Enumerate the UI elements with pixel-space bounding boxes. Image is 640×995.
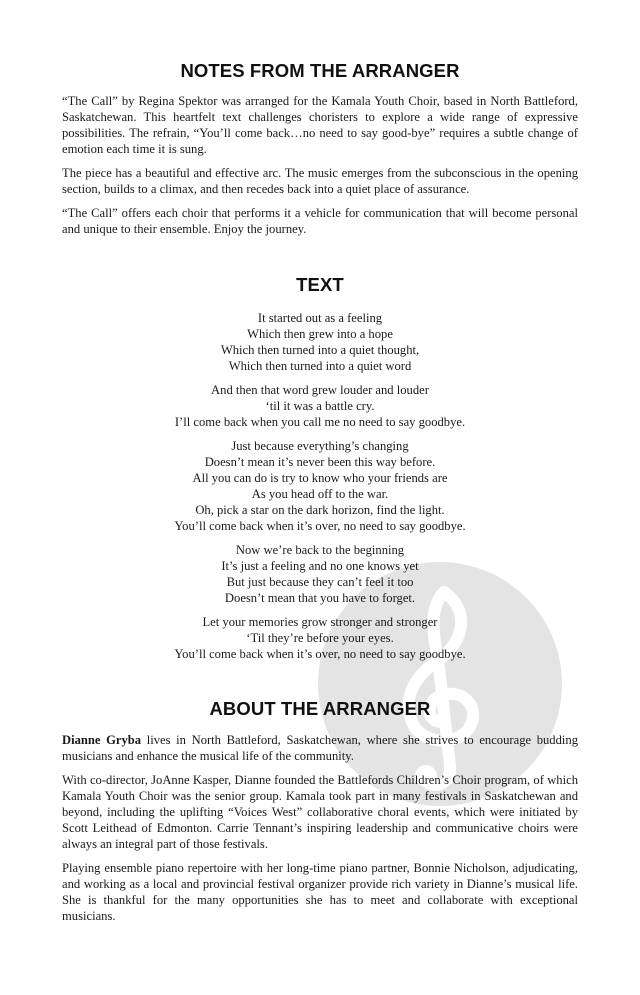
lyric-line: You’ll come back when it’s over, no need to say goodbye.: [174, 647, 466, 661]
notes-paragraph: “The Call” by Regina Spektor was arranged for the Kamala Youth Choir, based in North Battleford, Saskatchewan. This heartfelt text challenges choristers to explore a wide range of expressive possibilities. The refrain, “You’ll come back…no need to say good-bye” requires a subtle change of emotion each time it is sung.: [62, 94, 578, 156]
lyric-line: It started out as a feeling: [257, 311, 383, 325]
notes-paragraph: “The Call” offers each choir that performs it a vehicle for communication that will become personal and unique to their ensemble. Enjoy the journey.: [62, 206, 578, 236]
lyric-line: I’ll come back when you call me no need to say goodbye.: [174, 415, 466, 429]
notes-title: NOTES FROM THE ARRANGER: [180, 60, 460, 81]
text-title: TEXT: [296, 274, 344, 295]
lyric-stanza: [62, 438, 578, 534]
lyric-line: You’ll come back when it’s over, no need to say goodbye.: [174, 519, 466, 533]
lyric-line: But just because they can’t feel it too: [226, 575, 414, 589]
lyric-line: Doesn’t mean that you have to forget.: [224, 591, 416, 605]
lyric-line: Now we’re back to the beginning: [235, 543, 405, 557]
lyric-line: Just because everything’s changing: [231, 439, 409, 453]
lyric-line: It’s just a feeling and no one knows yet: [221, 559, 419, 573]
about-paragraph: With co-director, JoAnne Kasper, Dianne founded the Battlefords Children’s Choir program, of which Kamala Youth Choir was the senior group. Kamala took part in many festivals in Saskatchewan and beyond, including the uplifting “Voices West” collaborative choral events, which were initiated by Scott Leithead of Edmonton. Carrie Tennant’s inspiring leadership and communicative choirs were always an integral part of those festivals.: [62, 773, 578, 851]
lyric-line: All you can do is try to know who your friends are: [192, 471, 448, 485]
lyric-line: ‘Til they’re before your eyes.: [246, 631, 394, 645]
about-title: ABOUT THE ARRANGER: [209, 698, 431, 719]
lyric-line: As you head off to the war.: [251, 487, 389, 501]
about-paragraph: Playing ensemble piano repertoire with her long-time piano partner, Bonnie Nicholson, adjudicating, and working as a local and provincial festival organizer provide rich variety in Dianne’s musical life. She is thankful for the many opportunities she has to meet and collaborate with exceptional musicians.: [62, 861, 578, 923]
lyric-stanza: [62, 310, 578, 374]
lyric-line: Let your memories grow stronger and stronger: [202, 615, 438, 629]
lyric-line: Doesn’t mean it’s never been this way before.: [204, 455, 436, 469]
about-text: lives in North Battleford, Saskatchewan, where she strives to encourage budding musicians and enhance the musical life of the community.: [62, 733, 578, 763]
lyric-line: And then that word grew louder and louder: [211, 383, 429, 397]
lyric-stanza: [62, 614, 578, 662]
lyric-stanza: [62, 542, 578, 606]
lyric-line: ‘til it was a battle cry.: [265, 399, 375, 413]
arranger-name: Dianne Gryba: [62, 733, 142, 747]
notes-paragraph: The piece has a beautiful and effective arc. The music emerges from the subconscious in the opening section, builds to a climax, and then recedes back into a quiet place of assurance.: [62, 166, 578, 196]
lyric-stanza: [62, 382, 578, 430]
lyric-line: Which then turned into a quiet thought,: [220, 343, 420, 357]
lyric-line: Which then turned into a quiet word: [228, 359, 412, 373]
lyric-line: Which then grew into a hope: [247, 327, 393, 341]
lyric-line: Oh, pick a star on the dark horizon, find the light.: [195, 503, 445, 517]
about-paragraph: [62, 732, 578, 764]
